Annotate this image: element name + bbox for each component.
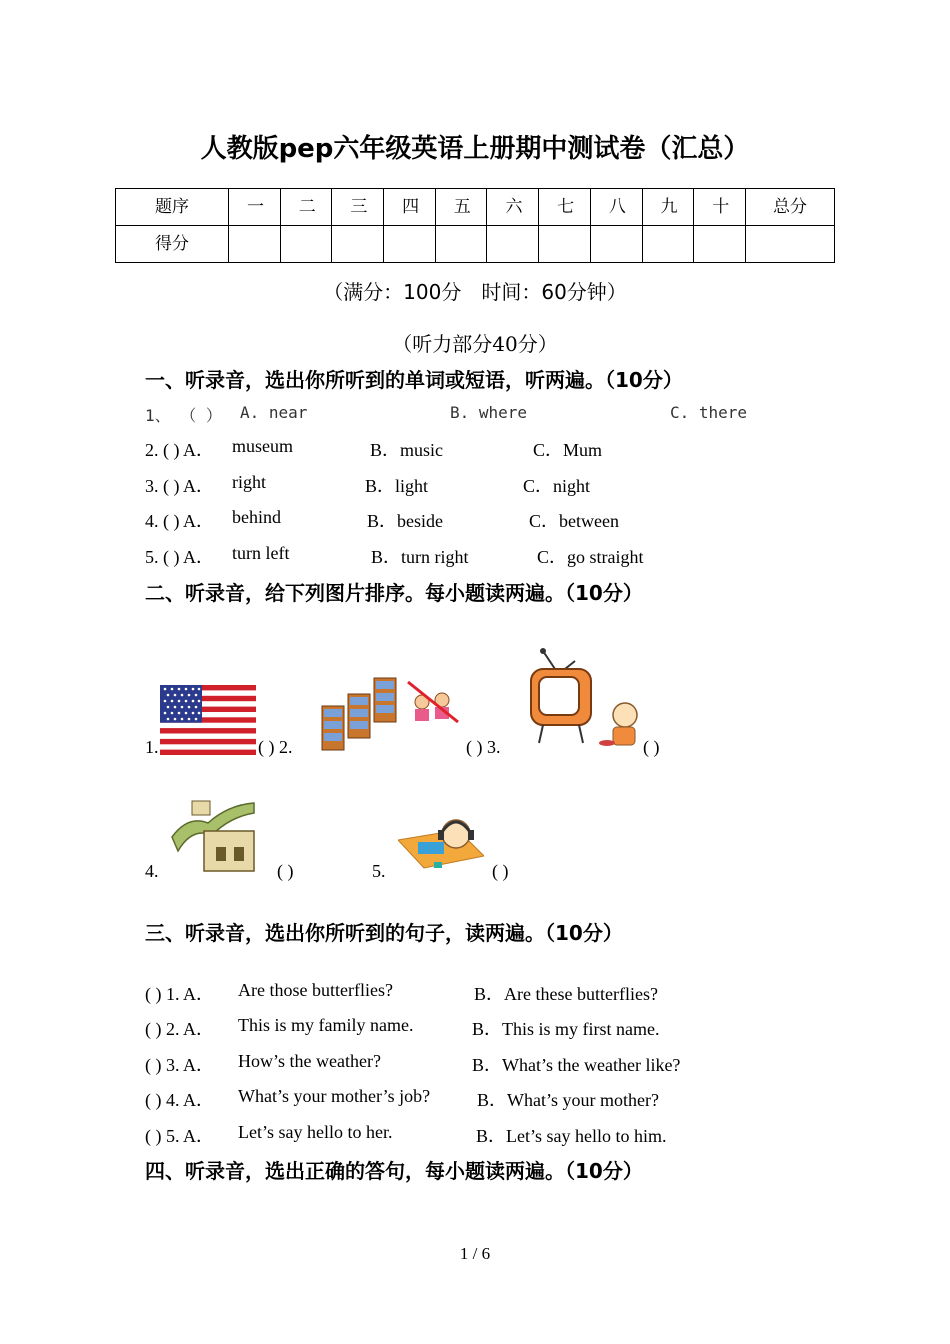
score-table-header-row bbox=[116, 189, 835, 226]
picture4-label: 4. bbox=[145, 861, 159, 881]
q2-option-c: C．Mum bbox=[533, 440, 603, 460]
score-table-cell: 十 bbox=[694, 189, 746, 226]
s3-q5-option-a: Let’s say hello to her. bbox=[238, 1122, 393, 1142]
s3-q1-option-b: B．Are these butterflies? bbox=[474, 984, 658, 1004]
q4-option-c: C．between bbox=[529, 511, 619, 531]
score-table-cell: 题序 bbox=[116, 189, 229, 226]
score-input-cell[interactable] bbox=[435, 226, 487, 263]
page-number: 1 / 6 bbox=[459, 1244, 491, 1263]
s3-q4-option-a: What’s your mother’s job? bbox=[238, 1086, 431, 1106]
score-table-cell: 九 bbox=[642, 189, 694, 226]
score-table-cell: 七 bbox=[539, 189, 591, 226]
q2-option-a: museum bbox=[232, 436, 293, 456]
s3-q3-number: ( ) 3. A． bbox=[145, 1055, 214, 1075]
score-table-cell: 五 bbox=[435, 189, 487, 226]
score-table-cell: 六 bbox=[487, 189, 539, 226]
s3-q2-number: ( ) 2. A． bbox=[145, 1019, 214, 1039]
section2-title: 二、听录音，给下列图片排序。每小题读两遍。（10分） bbox=[145, 581, 643, 605]
great-wall-picture bbox=[168, 795, 260, 875]
q1-option-c: C. there bbox=[670, 403, 748, 422]
q3-number: 3. ( ) A． bbox=[145, 476, 214, 496]
q3-option-c: C．night bbox=[523, 476, 591, 496]
q1-option-a: A. near bbox=[240, 403, 308, 422]
exam-info: （满分：100分 时间：60分钟） bbox=[323, 280, 627, 304]
score-table-cell: 二 bbox=[280, 189, 332, 226]
picture3-answer: ( ) bbox=[643, 737, 660, 757]
q2-number: 2. ( ) A． bbox=[145, 440, 214, 460]
score-table-cell: 三 bbox=[332, 189, 384, 226]
section1-title: 一、听录音，选出你所听到的单词或短语，听两遍。（10分） bbox=[145, 368, 683, 392]
picture4-answer: ( ) bbox=[277, 861, 294, 881]
s3-q1-number: ( ) 1. A． bbox=[145, 984, 214, 1004]
s3-q5-number: ( ) 5. A． bbox=[145, 1126, 214, 1146]
score-input-cell[interactable] bbox=[694, 226, 746, 263]
q5-number: 5. ( ) A． bbox=[145, 547, 214, 567]
watching-tv-picture bbox=[525, 647, 645, 755]
american-flag-picture bbox=[160, 685, 256, 755]
score-input-cell[interactable] bbox=[229, 226, 281, 263]
score-input-cell[interactable] bbox=[280, 226, 332, 263]
picture2-label: ( ) 2. bbox=[258, 737, 293, 757]
page-title: 人教版pep六年级英语上册期中测试卷（汇总） bbox=[200, 134, 750, 164]
q5-option-a: turn left bbox=[232, 543, 290, 563]
score-input-cell[interactable] bbox=[590, 226, 642, 263]
s3-q1-option-a: Are those butterflies? bbox=[238, 980, 393, 1000]
q3-option-a: right bbox=[232, 472, 266, 492]
q5-option-b: B．turn right bbox=[371, 547, 469, 567]
q2-option-b: B．music bbox=[370, 440, 444, 460]
score-input-cell[interactable] bbox=[332, 226, 384, 263]
q4-number: 4. ( ) A． bbox=[145, 511, 214, 531]
s3-q3-option-a: How’s the weather? bbox=[238, 1051, 381, 1071]
q5-option-c: C．go straight bbox=[537, 547, 644, 567]
score-table-score-row bbox=[116, 226, 835, 263]
score-input-cell[interactable] bbox=[539, 226, 591, 263]
picture5-label: 5. bbox=[372, 861, 386, 881]
score-input-cell[interactable] bbox=[642, 226, 694, 263]
score-table-cell: 一 bbox=[229, 189, 281, 226]
section3-title: 三、听录音，选出你所听到的句子，读两遍。（10分） bbox=[145, 921, 623, 945]
score-table-cell: 得分 bbox=[116, 226, 229, 263]
q1-number: 1、 （ ） bbox=[145, 406, 222, 425]
q4-option-b: B．beside bbox=[367, 511, 443, 531]
library-no-talking-picture bbox=[318, 672, 463, 754]
score-table-cell: 总分 bbox=[746, 189, 835, 226]
score-table bbox=[115, 188, 835, 263]
s3-q5-option-b: B．Let’s say hello to him. bbox=[476, 1126, 667, 1146]
listening-header: （听力部分40分） bbox=[392, 332, 558, 356]
score-table-cell: 四 bbox=[384, 189, 436, 226]
girl-listening-music-picture bbox=[398, 812, 484, 874]
score-input-cell[interactable] bbox=[746, 226, 835, 263]
score-input-cell[interactable] bbox=[487, 226, 539, 263]
s3-q4-option-b: B．What’s your mother? bbox=[477, 1090, 659, 1110]
s3-q2-option-b: B．This is my first name. bbox=[472, 1019, 660, 1039]
s3-q2-option-a: This is my family name. bbox=[238, 1015, 414, 1035]
score-input-cell[interactable] bbox=[384, 226, 436, 263]
score-table-cell: 八 bbox=[590, 189, 642, 226]
q3-option-b: B．light bbox=[365, 476, 429, 496]
s3-q3-option-b: B．What’s the weather like? bbox=[472, 1055, 681, 1075]
picture5-answer: ( ) bbox=[492, 861, 509, 881]
picture3-label: ( ) 3. bbox=[466, 737, 501, 757]
picture1-label: 1. bbox=[145, 737, 159, 757]
q1-option-b: B. where bbox=[450, 403, 528, 422]
s3-q4-number: ( ) 4. A． bbox=[145, 1090, 214, 1110]
q4-option-a: behind bbox=[232, 507, 281, 527]
section4-title: 四、听录音，选出正确的答句，每小题读两遍。（10分） bbox=[145, 1159, 643, 1183]
